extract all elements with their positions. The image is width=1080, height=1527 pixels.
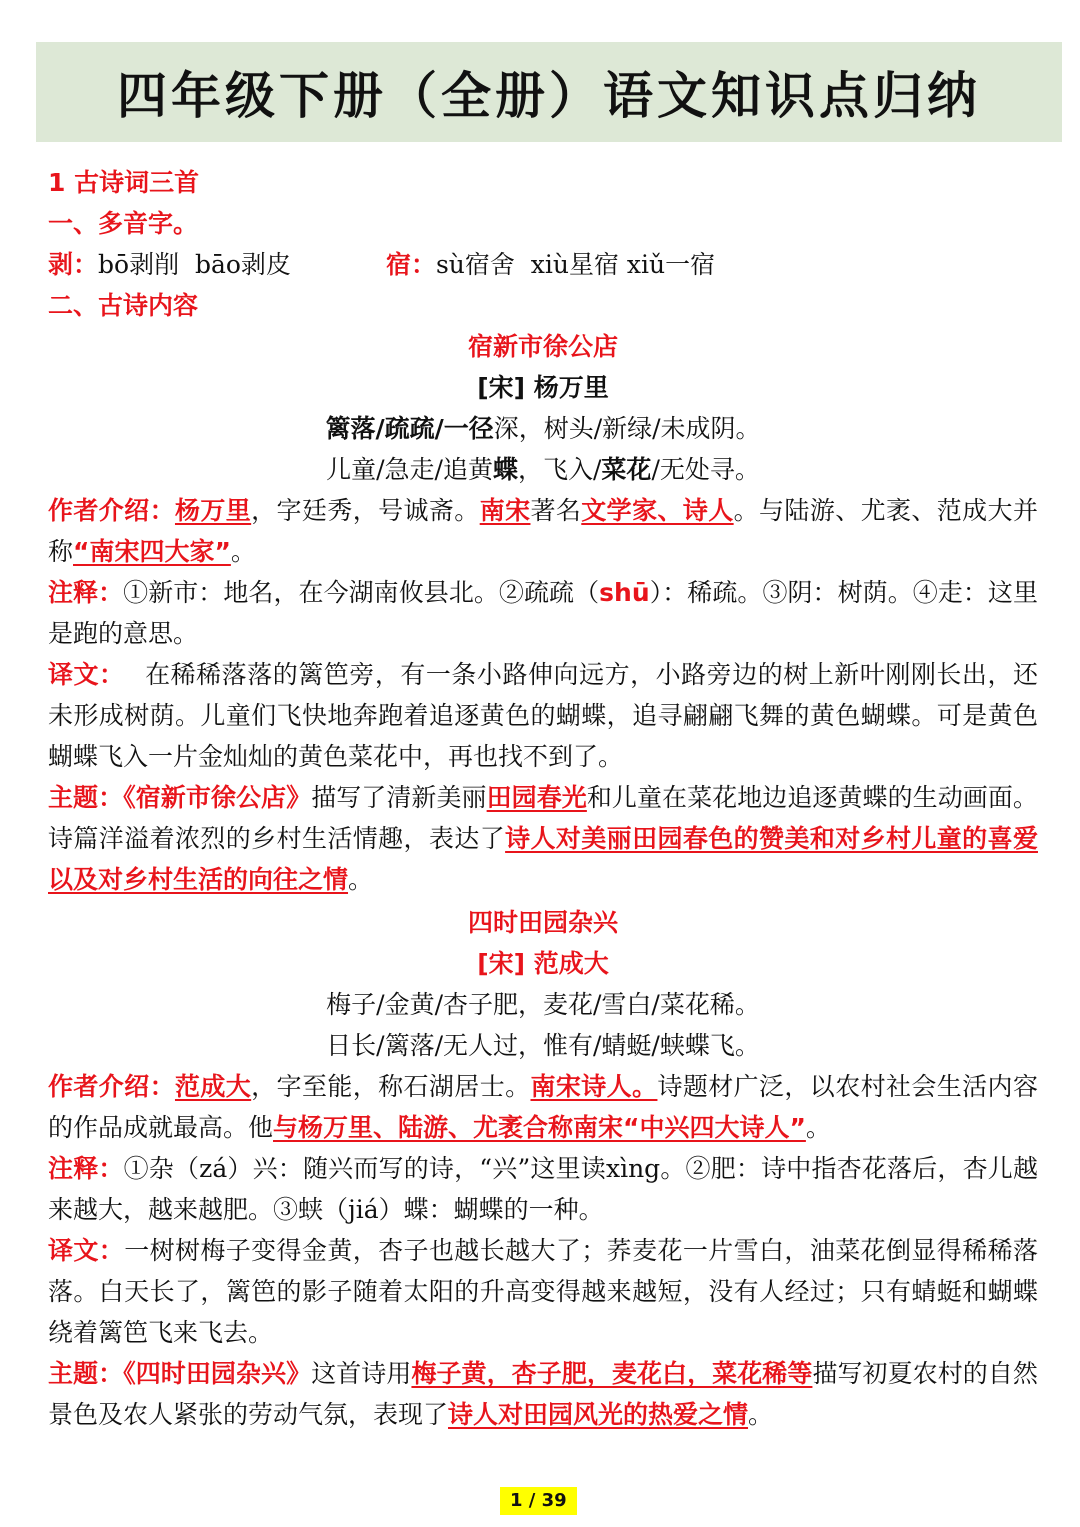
- poem2-line2: 日长/篱落/无人过，惟有/蜻蜓/蛱蝶飞。: [326, 1031, 760, 1060]
- poem1-author-text4: 。: [230, 537, 256, 566]
- poem2-theme-text1: 这首诗用: [311, 1359, 412, 1388]
- poem1-trans-text: 在稀稀落落的篱笆旁，有一条小路伸向远方，小路旁边的树上新叶刚刚长出，还未形成树荫。儿童们飞快地奔跑着追逐黄色的蝴蝶，追寻翩翩飞舞的黄色蝴蝶。可是黄色蝴蝶飞入一片金灿灿的黄色菜花中，再也找不到了。: [48, 660, 1038, 771]
- poem2-notes-text: ①杂（zá）兴：随兴而写的诗，“兴”这里读xìng。②肥：诗中指杏花落后，杏儿越来越大，越来越肥。③蛱（jiá）蝶：蝴蝶的一种。: [48, 1154, 1038, 1224]
- poem2-author-label: 作者介绍：: [48, 1072, 175, 1101]
- poem2-theme-key2: 诗人对田园风光的热爱之情: [448, 1400, 749, 1429]
- poem2-theme-label: 主题：: [48, 1359, 124, 1388]
- poem2-notes: [48, 1148, 1038, 1230]
- poem1-line2-b: 蝶: [492, 455, 518, 484]
- poem2-title: 四时田园杂兴: [467, 908, 618, 937]
- polyphone-text-su: sù宿舍 xiù星宿 xiǔ一宿: [435, 250, 716, 279]
- poem2-notes-label: 注释：: [48, 1154, 124, 1183]
- poem1-author-role: 文学家、诗人: [581, 496, 734, 525]
- poem1-author-label: 作者介绍：: [48, 496, 175, 525]
- poem2-line1: 梅子/金黄/杏子肥，麦花/雪白/菜花稀。: [326, 990, 760, 1019]
- poem2-translation: [48, 1230, 1038, 1353]
- poem1-line2-d: 菜花: [601, 455, 652, 484]
- poem1-theme-key2: 诗人对美丽田园春色的赞美和对乡村儿童的喜爱以及对乡村生活的向往之情: [48, 824, 1038, 894]
- poem2-trans-label: 译文：: [48, 1236, 125, 1265]
- poem1-theme-text1: 描写了清新美丽: [311, 783, 487, 812]
- lesson-heading: 1 古诗词三首: [48, 168, 200, 197]
- poem2-author: [宋] 范成大: [477, 949, 609, 978]
- poem2-author-key: 与杨万里、陆游、尤袤合称南宋“中兴四大诗人”: [273, 1113, 806, 1142]
- poem2-theme-text2: 描写初夏农村的自然景色及农人紧张的劳动气氛，表现了: [48, 1359, 1038, 1429]
- poem1-notes-pinyin: shū: [599, 578, 650, 607]
- poem1-theme-book: 《宿新市徐公店》: [123, 783, 312, 812]
- poem2-author-name: 范成大: [174, 1072, 252, 1101]
- poem1-line1-bold: 篱落/疏疏/一径: [325, 414, 494, 443]
- poem1-notes-label: 注释：: [48, 578, 124, 607]
- poem2-author-text2: 诗题材广泛，以农村社会生活内容的作品成就最高。他: [48, 1072, 1038, 1142]
- section-heading-poems: 二、古诗内容: [48, 291, 199, 320]
- poem1-author: [宋] 杨万里: [477, 373, 609, 402]
- page-title: 四年级下册（全册）语文知识点归纳: [117, 67, 981, 125]
- document-body: [48, 162, 1038, 1435]
- page-number: 1 / 39: [500, 1487, 577, 1515]
- poem2-author-intro: [48, 1066, 1038, 1148]
- poem1-notes-text: ①新市：地名，在今湖南攸县北。②疏疏（: [123, 578, 600, 607]
- poem1-line2-c: ，飞入/: [517, 455, 602, 484]
- poem1-line2-a: 儿童/急走/追黄: [326, 455, 493, 484]
- poem1-author-era: 南宋: [479, 496, 531, 525]
- poem1-theme-text3: 。: [348, 865, 374, 894]
- poem1-line1-rest: 深，树头/新绿/未成阴。: [493, 414, 761, 443]
- title-banner: [36, 42, 1062, 142]
- poem2-author-era: 南宋诗人。: [530, 1072, 658, 1101]
- poem1-notes-text2: ）：稀疏。③阴：树荫。④走：这里是跑的意思。: [48, 578, 1038, 648]
- poem2-author-text1: ，字至能，称石湖居士。: [251, 1072, 531, 1101]
- poem1-author-intro: [48, 490, 1038, 572]
- poem1-author-text2: 著名: [530, 496, 582, 525]
- poem1-line2-e: /无处寻。: [651, 455, 760, 484]
- poem1-translation: [48, 654, 1038, 777]
- poem1-theme-key1: 田园春光: [486, 783, 587, 812]
- poem2-theme: [48, 1353, 1038, 1435]
- poem1-trans-label: 译文：: [48, 660, 125, 689]
- poem2-theme-book: 《四时田园杂兴》: [123, 1359, 312, 1388]
- poem1-author-group: “南宋四大家”: [73, 537, 231, 566]
- polyphone-text-bo: bō剥削 bāo剥皮: [98, 250, 291, 279]
- poem1-notes: [48, 572, 1038, 654]
- polyphone-label-su: 宿：: [385, 250, 436, 279]
- poem1-title: 宿新市徐公店: [467, 332, 618, 361]
- poem1-theme-label: 主题：: [48, 783, 124, 812]
- poem2-theme-text3: 。: [748, 1400, 774, 1429]
- poem1-theme-text2: 和儿童在菜花地边追逐黄蝶的生动画面。诗篇洋溢着浓烈的乡村生活情趣，表达了: [48, 783, 1038, 853]
- polyphone-row: [48, 244, 1038, 285]
- poem1-line2: [48, 449, 1038, 490]
- poem1-author-name: 杨万里: [174, 496, 252, 525]
- poem1-theme: [48, 777, 1038, 900]
- poem1-line1: [48, 408, 1038, 449]
- poem1-author-text3: 。与陆游、尤袤、范成大并称: [48, 496, 1038, 566]
- poem1-author-text1: ，字廷秀，号诚斋。: [251, 496, 480, 525]
- polyphone-label-bo: 剥：: [48, 250, 99, 279]
- poem2-theme-key1: 梅子黄，杏子肥，麦花白，菜花稀等: [411, 1359, 813, 1388]
- poem2-trans-text: 一树树梅子变得金黄，杏子也越长越大了；荞麦花一片雪白，油菜花倒显得稀稀落落。白天长了，篱笆的影子随着太阳的升高变得越来越短，没有人经过；只有蜻蜓和蝴蝶绕着篱笆飞来飞去。: [48, 1236, 1038, 1347]
- poem2-author-text3: 。: [805, 1113, 831, 1142]
- section-heading-polyphones: 一、多音字。: [48, 209, 199, 238]
